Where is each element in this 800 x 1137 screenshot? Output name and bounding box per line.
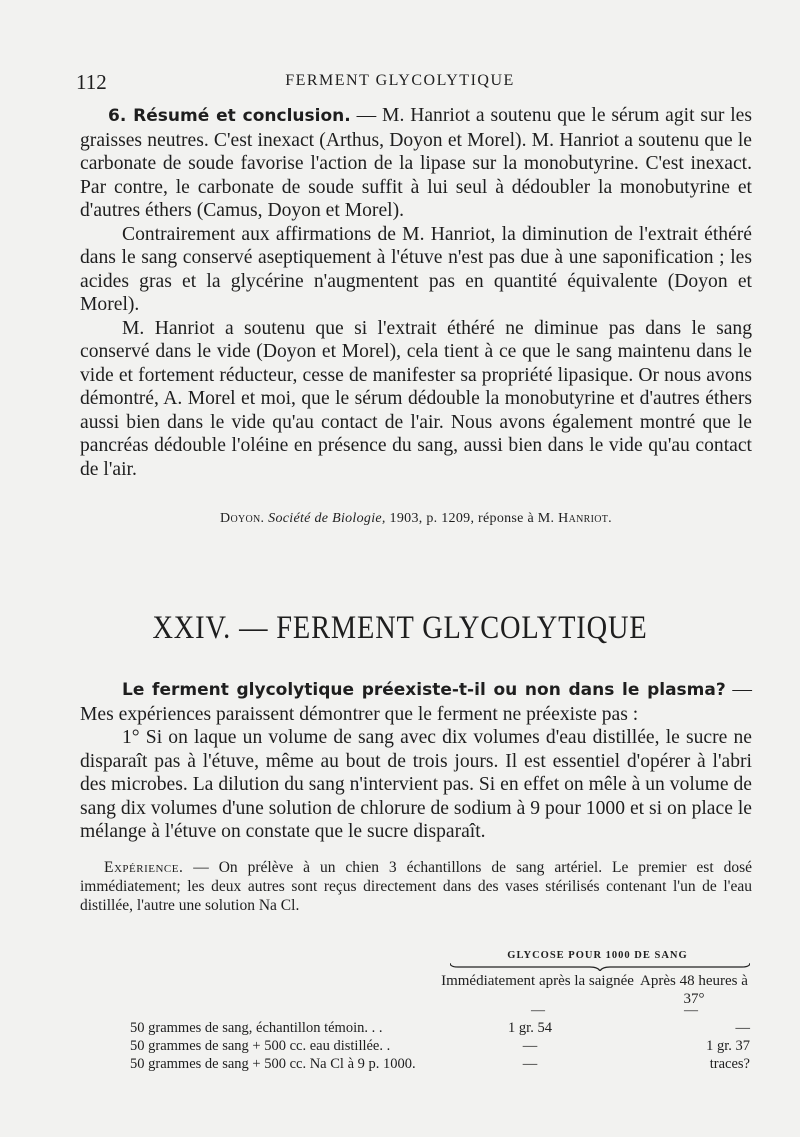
- paragraph: [80, 104, 752, 223]
- citation-target: Hanriot.: [558, 511, 612, 526]
- row-label: 50 grammes de sang + 500 cc. Na Cl à 9 p. 1000.: [130, 1056, 416, 1072]
- citation-journal: Société de Biologie,: [268, 511, 386, 526]
- row-value-48h: —: [735, 1020, 750, 1036]
- chapter-title: XXIV. — FERMENT GLYCOLYTIQUE: [152, 610, 648, 646]
- table-column-header: Immédiatement après la saignée: [441, 973, 634, 989]
- table-group-header: GLYCOSE POUR 1000 DE SANG: [507, 950, 688, 961]
- paragraph: [80, 858, 752, 915]
- row-value-immediate: —: [522, 1038, 538, 1054]
- section-heading: 6. Résumé et conclusion.: [108, 106, 351, 126]
- citation-author: Doyon.: [220, 511, 265, 526]
- citation: [80, 511, 752, 527]
- column-header-dash: —: [684, 1003, 698, 1018]
- page-header: [0, 70, 800, 94]
- section-resume-conclusion: [80, 104, 752, 481]
- row-value-immediate: 1 gr. 54: [508, 1020, 552, 1036]
- paragraph: [80, 678, 752, 726]
- experience-text: — On prélève à un chien 3 échantillons de sang artériel. Le premier est dosé immédiatement; les deux autres sont reçus directement dans des vases stérilisés contenant l'un de l'eau distillée, l'autre une solution Na Cl.: [80, 859, 752, 914]
- row-value-48h: 1 gr. 37: [706, 1038, 750, 1054]
- table-brace: [450, 961, 750, 971]
- experience-note: [80, 858, 752, 915]
- table-row: [130, 1038, 750, 1056]
- paragraph-text: Mes expériences paraissent démontrer que le ferment ne préexiste pas :: [80, 703, 639, 725]
- section-ferment-glycolytique: [80, 678, 752, 844]
- table-column-header: Après 48 heures à 37°: [640, 973, 748, 1007]
- table-row: [130, 1056, 750, 1074]
- paragraph: M. Hanriot a soutenu que si l'extrait éthéré ne diminue pas dans le sang conservé dans le vide (Doyon et Morel), cela tient à ce que le sang maintenu dans le vide et fortement réducteur, cesse de manifester sa propriété lipasique. Or nous avons démontré, A. Morel et moi, que le sérum dédouble la monobutyrine et d'autres éthers aussi bien dans le vide qu'au contact de l'air. Nous avons également montré que le pancréas dédouble l'oléine en présence du sang, aussi bien dans le vide qu'au contact de l'air.: [80, 317, 752, 480]
- row-value-48h: traces?: [709, 1056, 750, 1072]
- citation-details: 1903, p. 1209, réponse à M.: [389, 511, 555, 526]
- paragraph: 1° Si on laque un volume de sang avec dix volumes d'eau distillée, le sucre ne disparaît pas à l'étuve, même au bout de trois jours. Il est essentiel d'opérer à l'abri des microbes. La dilution du sang n'intervient pas. Si en effet on mêle à un volume de sang dix volumes d'une solution de chlorure de sodium à 9 pour 1000 et si on place le mélange à l'étuve on constate que le sucre disparaît.: [80, 727, 752, 842]
- paragraph-text: — M. Hanriot a soutenu que le sérum agit sur les graisses neutres. C'est inexact (Arthus, Doyon et Morel). M. Hanriot a soutenu que le carbonate de soude favorise l'action de la lipase sur la monobutyrine. C'est inexact. Par contre, le carbonate de soude suffit à lui seul à dédoubler la monobutyrine et d'autres éthers (Camus, Doyon et Morel).: [80, 105, 752, 221]
- page-number: 112: [76, 70, 107, 94]
- table-row: [130, 1020, 750, 1038]
- section-heading: Le ferment glycolytique préexiste-t-il ou non dans le plasma?: [122, 680, 726, 700]
- heading-dash: —: [725, 679, 752, 700]
- experience-label: Expérience.: [104, 859, 184, 876]
- running-head: FERMENT GLYCOLYTIQUE: [285, 72, 515, 89]
- paragraph: Contrairement aux affirmations de M. Hanriot, la diminution de l'extrait éthéré dans le sang conservé aseptiquement à l'étuve n'est pas due à une saponification ; les acides gras et la glycérine n'augmentent pas en quantité équivalente (Doyon et Morel).: [80, 223, 752, 315]
- row-value-immediate: —: [522, 1056, 538, 1072]
- row-label: 50 grammes de sang + 500 cc. eau distillée. .: [130, 1038, 391, 1054]
- column-header-dash: —: [531, 1003, 545, 1018]
- row-label: 50 grammes de sang, échantillon témoin. . .: [130, 1020, 383, 1036]
